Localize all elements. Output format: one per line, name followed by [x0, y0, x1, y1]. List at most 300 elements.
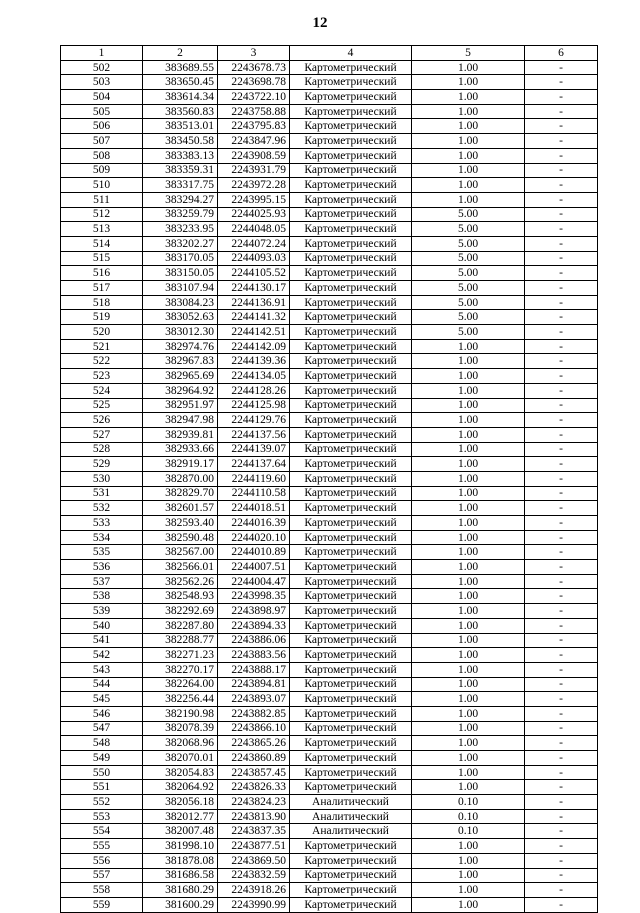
table-row	[61, 530, 598, 545]
method-cell: Картометрический	[290, 589, 412, 604]
method-cell: Картометрический	[290, 251, 412, 266]
y-coordinate-cell: 2244007.51	[218, 560, 290, 575]
method-cell: Картометрический	[290, 780, 412, 795]
y-coordinate-cell: 2243860.89	[218, 751, 290, 766]
y-coordinate-cell: 2243824.23	[218, 795, 290, 810]
accuracy-cell: 5.00	[412, 207, 525, 222]
table-row	[61, 266, 598, 281]
x-coordinate-cell: 382593.40	[143, 516, 218, 531]
column-header: 1	[61, 46, 143, 61]
point-number-cell: 510	[61, 178, 143, 193]
note-cell: -	[525, 398, 598, 413]
table-row	[61, 751, 598, 766]
note-cell: -	[525, 310, 598, 325]
note-cell: -	[525, 824, 598, 839]
table-row	[61, 501, 598, 516]
table-row	[61, 427, 598, 442]
x-coordinate-cell: 382562.26	[143, 574, 218, 589]
note-cell: -	[525, 354, 598, 369]
y-coordinate-cell: 2243995.15	[218, 192, 290, 207]
point-number-cell: 535	[61, 545, 143, 560]
note-cell: -	[525, 706, 598, 721]
point-number-cell: 548	[61, 736, 143, 751]
accuracy-cell: 1.00	[412, 839, 525, 854]
note-cell: -	[525, 765, 598, 780]
note-cell: -	[525, 648, 598, 663]
y-coordinate-cell: 2243877.51	[218, 839, 290, 854]
point-number-cell: 511	[61, 192, 143, 207]
note-cell: -	[525, 266, 598, 281]
accuracy-cell: 1.00	[412, 398, 525, 413]
point-number-cell: 557	[61, 868, 143, 883]
y-coordinate-cell: 2244119.60	[218, 471, 290, 486]
x-coordinate-cell: 382964.92	[143, 383, 218, 398]
point-number-cell: 555	[61, 839, 143, 854]
table-row	[61, 222, 598, 237]
x-coordinate-cell: 382947.98	[143, 413, 218, 428]
accuracy-cell: 5.00	[412, 251, 525, 266]
y-coordinate-cell: 2243894.81	[218, 677, 290, 692]
method-cell: Картометрический	[290, 574, 412, 589]
x-coordinate-cell: 383202.27	[143, 236, 218, 251]
table-row	[61, 633, 598, 648]
method-cell: Картометрический	[290, 442, 412, 457]
accuracy-cell: 1.00	[412, 545, 525, 560]
point-number-cell: 529	[61, 457, 143, 472]
method-cell: Картометрический	[290, 266, 412, 281]
point-number-cell: 559	[61, 897, 143, 912]
note-cell: -	[525, 633, 598, 648]
x-coordinate-cell: 382070.01	[143, 751, 218, 766]
note-cell: -	[525, 339, 598, 354]
x-coordinate-cell: 383012.30	[143, 325, 218, 340]
table-row	[61, 178, 598, 193]
accuracy-cell: 1.00	[412, 178, 525, 193]
note-cell: -	[525, 75, 598, 90]
method-cell: Картометрический	[290, 486, 412, 501]
accuracy-cell: 1.00	[412, 780, 525, 795]
x-coordinate-cell: 383450.58	[143, 134, 218, 149]
note-cell: -	[525, 90, 598, 105]
y-coordinate-cell: 2244137.64	[218, 457, 290, 472]
accuracy-cell: 1.00	[412, 516, 525, 531]
x-coordinate-cell: 382068.96	[143, 736, 218, 751]
x-coordinate-cell: 383513.01	[143, 119, 218, 134]
table-row	[61, 545, 598, 560]
coordinates-table	[60, 45, 598, 913]
table-row	[61, 251, 598, 266]
table-row	[61, 516, 598, 531]
method-cell: Картометрический	[290, 516, 412, 531]
x-coordinate-cell: 382965.69	[143, 369, 218, 384]
table-row	[61, 574, 598, 589]
y-coordinate-cell: 2244139.36	[218, 354, 290, 369]
accuracy-cell: 5.00	[412, 325, 525, 340]
x-coordinate-cell: 382292.69	[143, 604, 218, 619]
method-cell: Картометрический	[290, 618, 412, 633]
y-coordinate-cell: 2243698.78	[218, 75, 290, 90]
table-row	[61, 75, 598, 90]
y-coordinate-cell: 2243832.59	[218, 868, 290, 883]
y-coordinate-cell: 2243758.88	[218, 104, 290, 119]
table-row	[61, 310, 598, 325]
point-number-cell: 549	[61, 751, 143, 766]
note-cell: -	[525, 207, 598, 222]
method-cell: Картометрический	[290, 721, 412, 736]
point-number-cell: 544	[61, 677, 143, 692]
table-row	[61, 148, 598, 163]
x-coordinate-cell: 383150.05	[143, 266, 218, 281]
method-cell: Картометрический	[290, 648, 412, 663]
y-coordinate-cell: 2243795.83	[218, 119, 290, 134]
method-cell: Картометрический	[290, 633, 412, 648]
y-coordinate-cell: 2243866.10	[218, 721, 290, 736]
accuracy-cell: 1.00	[412, 134, 525, 149]
method-cell: Картометрический	[290, 501, 412, 516]
accuracy-cell: 1.00	[412, 339, 525, 354]
accuracy-cell: 1.00	[412, 574, 525, 589]
note-cell: -	[525, 853, 598, 868]
x-coordinate-cell: 382951.97	[143, 398, 218, 413]
note-cell: -	[525, 545, 598, 560]
table-row	[61, 281, 598, 296]
accuracy-cell: 1.00	[412, 662, 525, 677]
y-coordinate-cell: 2243847.96	[218, 134, 290, 149]
point-number-cell: 528	[61, 442, 143, 457]
table-row	[61, 706, 598, 721]
table-row	[61, 104, 598, 119]
y-coordinate-cell: 2244110.58	[218, 486, 290, 501]
method-cell: Аналитический	[290, 824, 412, 839]
table-body	[61, 60, 598, 912]
point-number-cell: 538	[61, 589, 143, 604]
point-number-cell: 547	[61, 721, 143, 736]
method-cell: Картометрический	[290, 60, 412, 75]
note-cell: -	[525, 119, 598, 134]
method-cell: Картометрический	[290, 883, 412, 898]
point-number-cell: 526	[61, 413, 143, 428]
method-cell: Картометрический	[290, 339, 412, 354]
table-row	[61, 589, 598, 604]
method-cell: Картометрический	[290, 839, 412, 854]
note-cell: -	[525, 104, 598, 119]
accuracy-cell: 1.00	[412, 868, 525, 883]
table-row	[61, 721, 598, 736]
x-coordinate-cell: 382933.66	[143, 442, 218, 457]
y-coordinate-cell: 2244105.52	[218, 266, 290, 281]
accuracy-cell: 1.00	[412, 721, 525, 736]
table-row	[61, 677, 598, 692]
x-coordinate-cell: 381680.29	[143, 883, 218, 898]
y-coordinate-cell: 2244048.05	[218, 222, 290, 237]
method-cell: Картометрический	[290, 530, 412, 545]
method-cell: Картометрический	[290, 134, 412, 149]
table-row	[61, 809, 598, 824]
method-cell: Картометрический	[290, 207, 412, 222]
x-coordinate-cell: 382967.83	[143, 354, 218, 369]
x-coordinate-cell: 382078.39	[143, 721, 218, 736]
x-coordinate-cell: 382566.01	[143, 560, 218, 575]
y-coordinate-cell: 2243826.33	[218, 780, 290, 795]
y-coordinate-cell: 2244004.47	[218, 574, 290, 589]
accuracy-cell: 1.00	[412, 192, 525, 207]
y-coordinate-cell: 2243865.26	[218, 736, 290, 751]
x-coordinate-cell: 382870.00	[143, 471, 218, 486]
x-coordinate-cell: 382601.57	[143, 501, 218, 516]
note-cell: -	[525, 486, 598, 501]
method-cell: Картометрический	[290, 236, 412, 251]
method-cell: Картометрический	[290, 457, 412, 472]
y-coordinate-cell: 2243931.79	[218, 163, 290, 178]
note-cell: -	[525, 751, 598, 766]
point-number-cell: 551	[61, 780, 143, 795]
point-number-cell: 502	[61, 60, 143, 75]
method-cell: Картометрический	[290, 868, 412, 883]
accuracy-cell: 1.00	[412, 897, 525, 912]
method-cell: Картометрический	[290, 413, 412, 428]
point-number-cell: 550	[61, 765, 143, 780]
method-cell: Картометрический	[290, 751, 412, 766]
point-number-cell: 553	[61, 809, 143, 824]
point-number-cell: 508	[61, 148, 143, 163]
note-cell: -	[525, 192, 598, 207]
note-cell: -	[525, 795, 598, 810]
accuracy-cell: 1.00	[412, 413, 525, 428]
method-cell: Картометрический	[290, 163, 412, 178]
y-coordinate-cell: 2243869.50	[218, 853, 290, 868]
y-coordinate-cell: 2244010.89	[218, 545, 290, 560]
x-coordinate-cell: 382064.92	[143, 780, 218, 795]
method-cell: Картометрический	[290, 736, 412, 751]
accuracy-cell: 5.00	[412, 310, 525, 325]
note-cell: -	[525, 501, 598, 516]
y-coordinate-cell: 2244020.10	[218, 530, 290, 545]
y-coordinate-cell: 2244128.26	[218, 383, 290, 398]
x-coordinate-cell: 382829.70	[143, 486, 218, 501]
method-cell: Картометрический	[290, 706, 412, 721]
accuracy-cell: 1.00	[412, 560, 525, 575]
note-cell: -	[525, 897, 598, 912]
x-coordinate-cell: 382190.98	[143, 706, 218, 721]
accuracy-cell: 1.00	[412, 369, 525, 384]
table-row	[61, 398, 598, 413]
x-coordinate-cell: 383107.94	[143, 281, 218, 296]
x-coordinate-cell: 382287.80	[143, 618, 218, 633]
x-coordinate-cell: 383233.95	[143, 222, 218, 237]
table-row	[61, 192, 598, 207]
table-row	[61, 119, 598, 134]
y-coordinate-cell: 2244130.17	[218, 281, 290, 296]
method-cell: Картометрический	[290, 75, 412, 90]
point-number-cell: 515	[61, 251, 143, 266]
table-row	[61, 163, 598, 178]
note-cell: -	[525, 589, 598, 604]
point-number-cell: 506	[61, 119, 143, 134]
accuracy-cell: 1.00	[412, 618, 525, 633]
method-cell: Картометрический	[290, 354, 412, 369]
method-cell: Картометрический	[290, 692, 412, 707]
table-row	[61, 648, 598, 663]
point-number-cell: 514	[61, 236, 143, 251]
point-number-cell: 521	[61, 339, 143, 354]
y-coordinate-cell: 2243898.97	[218, 604, 290, 619]
method-cell: Картометрический	[290, 119, 412, 134]
accuracy-cell: 1.00	[412, 589, 525, 604]
table-row	[61, 354, 598, 369]
table-row	[61, 560, 598, 575]
table-row	[61, 765, 598, 780]
y-coordinate-cell: 2244137.56	[218, 427, 290, 442]
method-cell: Картометрический	[290, 662, 412, 677]
x-coordinate-cell: 383084.23	[143, 295, 218, 310]
accuracy-cell: 5.00	[412, 236, 525, 251]
table-row	[61, 780, 598, 795]
note-cell: -	[525, 60, 598, 75]
point-number-cell: 540	[61, 618, 143, 633]
x-coordinate-cell: 382974.76	[143, 339, 218, 354]
x-coordinate-cell: 381686.58	[143, 868, 218, 883]
y-coordinate-cell: 2244125.98	[218, 398, 290, 413]
table-row	[61, 60, 598, 75]
method-cell: Картометрический	[290, 897, 412, 912]
y-coordinate-cell: 2243722.10	[218, 90, 290, 105]
accuracy-cell: 1.00	[412, 736, 525, 751]
table-row	[61, 604, 598, 619]
accuracy-cell: 0.10	[412, 795, 525, 810]
note-cell: -	[525, 251, 598, 266]
method-cell: Картометрический	[290, 471, 412, 486]
accuracy-cell: 1.00	[412, 706, 525, 721]
note-cell: -	[525, 868, 598, 883]
y-coordinate-cell: 2243972.28	[218, 178, 290, 193]
y-coordinate-cell: 2244025.93	[218, 207, 290, 222]
table-row	[61, 442, 598, 457]
method-cell: Картометрический	[290, 560, 412, 575]
note-cell: -	[525, 383, 598, 398]
x-coordinate-cell: 383383.13	[143, 148, 218, 163]
x-coordinate-cell: 382054.83	[143, 765, 218, 780]
note-cell: -	[525, 839, 598, 854]
table-row	[61, 883, 598, 898]
accuracy-cell: 1.00	[412, 501, 525, 516]
point-number-cell: 552	[61, 795, 143, 810]
point-number-cell: 543	[61, 662, 143, 677]
method-cell: Картометрический	[290, 281, 412, 296]
accuracy-cell: 0.10	[412, 809, 525, 824]
table-row	[61, 413, 598, 428]
y-coordinate-cell: 2243918.26	[218, 883, 290, 898]
x-coordinate-cell: 383560.83	[143, 104, 218, 119]
point-number-cell: 534	[61, 530, 143, 545]
y-coordinate-cell: 2243908.59	[218, 148, 290, 163]
point-number-cell: 520	[61, 325, 143, 340]
accuracy-cell: 1.00	[412, 530, 525, 545]
method-cell: Картометрический	[290, 383, 412, 398]
point-number-cell: 536	[61, 560, 143, 575]
x-coordinate-cell: 383259.79	[143, 207, 218, 222]
y-coordinate-cell: 2243886.06	[218, 633, 290, 648]
point-number-cell: 522	[61, 354, 143, 369]
accuracy-cell: 1.00	[412, 677, 525, 692]
note-cell: -	[525, 560, 598, 575]
method-cell: Картометрический	[290, 178, 412, 193]
note-cell: -	[525, 325, 598, 340]
y-coordinate-cell: 2244142.09	[218, 339, 290, 354]
x-coordinate-cell: 382270.17	[143, 662, 218, 677]
note-cell: -	[525, 516, 598, 531]
x-coordinate-cell: 383294.27	[143, 192, 218, 207]
method-cell: Картометрический	[290, 222, 412, 237]
x-coordinate-cell: 382548.93	[143, 589, 218, 604]
point-number-cell: 505	[61, 104, 143, 119]
y-coordinate-cell: 2244142.51	[218, 325, 290, 340]
column-header: 5	[412, 46, 525, 61]
x-coordinate-cell: 382012.77	[143, 809, 218, 824]
accuracy-cell: 1.00	[412, 442, 525, 457]
table-row	[61, 736, 598, 751]
y-coordinate-cell: 2243894.33	[218, 618, 290, 633]
accuracy-cell: 1.00	[412, 486, 525, 501]
point-number-cell: 537	[61, 574, 143, 589]
note-cell: -	[525, 604, 598, 619]
method-cell: Картометрический	[290, 90, 412, 105]
table-row	[61, 618, 598, 633]
point-number-cell: 518	[61, 295, 143, 310]
method-cell: Картометрический	[290, 545, 412, 560]
method-cell: Картометрический	[290, 677, 412, 692]
note-cell: -	[525, 721, 598, 736]
x-coordinate-cell: 382264.00	[143, 677, 218, 692]
method-cell: Картометрический	[290, 148, 412, 163]
accuracy-cell: 1.00	[412, 692, 525, 707]
table-row	[61, 795, 598, 810]
y-coordinate-cell: 2244093.03	[218, 251, 290, 266]
x-coordinate-cell: 382590.48	[143, 530, 218, 545]
y-coordinate-cell: 2243813.90	[218, 809, 290, 824]
table-row	[61, 839, 598, 854]
method-cell: Картометрический	[290, 765, 412, 780]
note-cell: -	[525, 442, 598, 457]
accuracy-cell: 0.10	[412, 824, 525, 839]
table-header-row	[61, 46, 598, 61]
x-coordinate-cell: 382567.00	[143, 545, 218, 560]
point-number-cell: 523	[61, 369, 143, 384]
column-header: 6	[525, 46, 598, 61]
table-row	[61, 236, 598, 251]
note-cell: -	[525, 574, 598, 589]
point-number-cell: 513	[61, 222, 143, 237]
point-number-cell: 532	[61, 501, 143, 516]
note-cell: -	[525, 662, 598, 677]
point-number-cell: 554	[61, 824, 143, 839]
x-coordinate-cell: 383359.31	[143, 163, 218, 178]
accuracy-cell: 1.00	[412, 853, 525, 868]
point-number-cell: 539	[61, 604, 143, 619]
x-coordinate-cell: 383650.45	[143, 75, 218, 90]
x-coordinate-cell: 383170.05	[143, 251, 218, 266]
point-number-cell: 527	[61, 427, 143, 442]
x-coordinate-cell: 381600.29	[143, 897, 218, 912]
accuracy-cell: 1.00	[412, 75, 525, 90]
accuracy-cell: 1.00	[412, 163, 525, 178]
note-cell: -	[525, 471, 598, 486]
point-number-cell: 556	[61, 853, 143, 868]
page-number: 12	[312, 15, 328, 31]
x-coordinate-cell: 382256.44	[143, 692, 218, 707]
note-cell: -	[525, 780, 598, 795]
note-cell: -	[525, 618, 598, 633]
x-coordinate-cell: 381878.08	[143, 853, 218, 868]
